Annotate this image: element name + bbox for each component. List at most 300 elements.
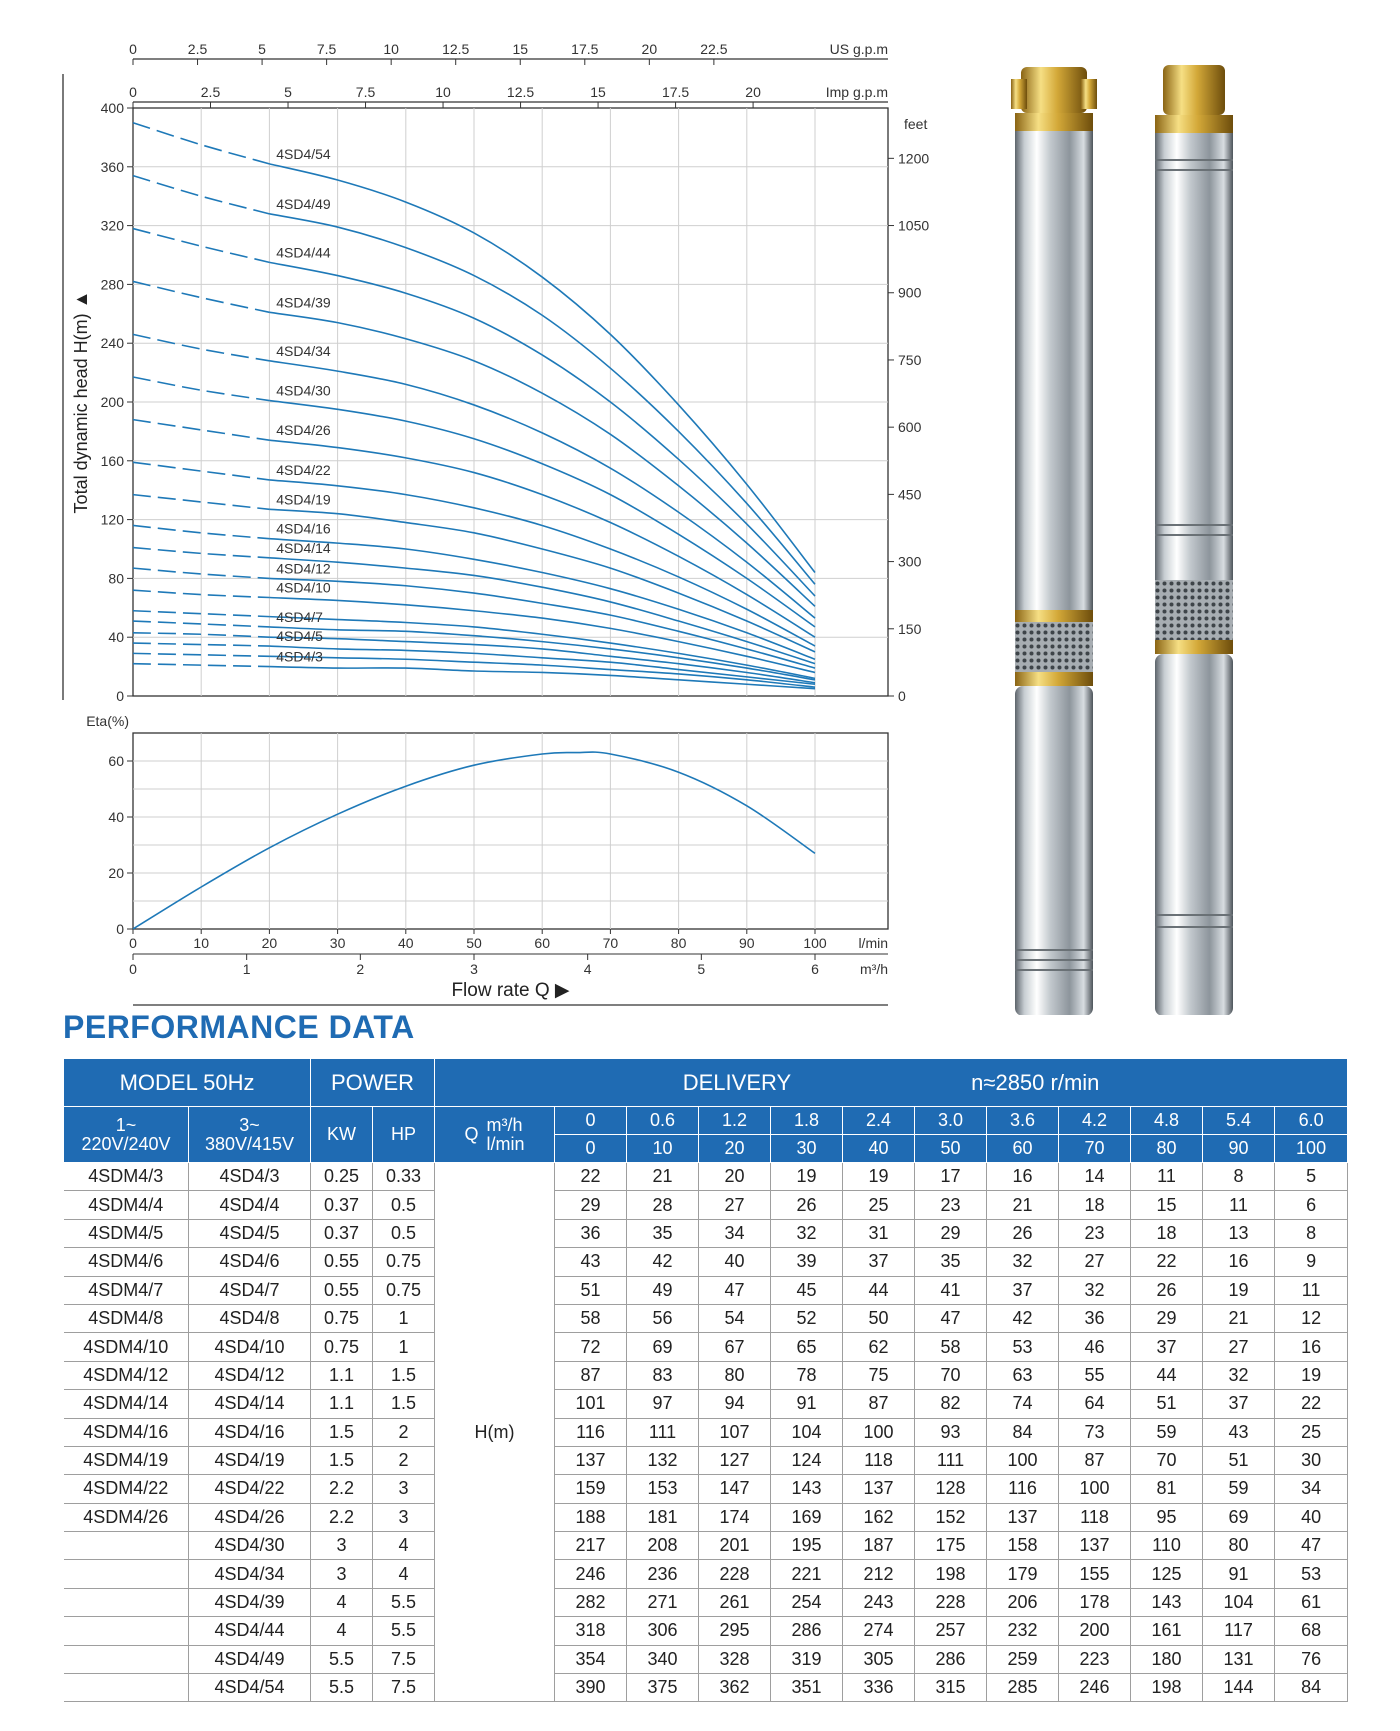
table-row	[64, 1475, 1348, 1503]
table-row	[64, 1276, 1348, 1304]
head-value: 87	[555, 1361, 627, 1389]
head-value: 29	[1131, 1304, 1203, 1332]
power-hp: 1.5	[373, 1361, 435, 1389]
right-tick-label: 300	[898, 553, 922, 570]
header-delivery-label: DELIVERY	[682, 1069, 792, 1095]
head-value: 34	[699, 1219, 771, 1247]
head-value: 44	[1131, 1361, 1203, 1389]
head-value: 351	[771, 1674, 843, 1702]
power-kw: 3	[311, 1560, 373, 1588]
head-value: 80	[1203, 1532, 1275, 1560]
table-row	[64, 1390, 1348, 1418]
model-single-phase	[64, 1560, 189, 1588]
head-value: 254	[771, 1588, 843, 1616]
q-m3h-3: 1.8	[771, 1107, 843, 1135]
power-kw: 0.37	[311, 1219, 373, 1247]
curve-label: 4SD4/12	[276, 560, 331, 577]
head-value: 87	[843, 1390, 915, 1418]
curve-label: 4SD4/5	[276, 628, 323, 645]
curve-label: 4SD4/16	[276, 520, 331, 537]
power-kw: 0.55	[311, 1276, 373, 1304]
curve-label: 4SD4/26	[276, 422, 331, 439]
head-value: 162	[843, 1503, 915, 1531]
head-value: 107	[699, 1418, 771, 1446]
model-three-phase: 4SD4/12	[189, 1361, 311, 1389]
head-value: 47	[699, 1276, 771, 1304]
header-single-phase: 1~ 220V/240V	[64, 1107, 189, 1163]
model-single-phase: 4SDM4/26	[64, 1503, 189, 1531]
head-value: 94	[699, 1390, 771, 1418]
head-value: 37	[987, 1276, 1059, 1304]
model-single-phase	[64, 1532, 189, 1560]
head-value: 318	[555, 1617, 627, 1645]
head-value: 81	[1131, 1475, 1203, 1503]
head-value: 208	[627, 1532, 699, 1560]
head-value: 212	[843, 1560, 915, 1588]
head-value: 137	[555, 1446, 627, 1474]
power-hp: 5.5	[373, 1588, 435, 1616]
model-single-phase: 4SDM4/22	[64, 1475, 189, 1503]
head-value: 282	[555, 1588, 627, 1616]
q-m3h-1: 0.6	[627, 1107, 699, 1135]
curve-label: 4SD4/14	[276, 539, 331, 556]
us-gpm-axis-tick-label: 10	[383, 41, 399, 57]
power-kw: 1.5	[311, 1418, 373, 1446]
head-value: 43	[555, 1248, 627, 1276]
head-value: 25	[1275, 1418, 1348, 1446]
power-hp: 0.33	[373, 1163, 435, 1191]
table-row	[64, 1361, 1348, 1389]
model-three-phase: 4SD4/19	[189, 1446, 311, 1474]
imp-gpm-axis-tick-label: 2.5	[200, 84, 221, 100]
head-value: 17	[915, 1163, 987, 1191]
head-value: 16	[1275, 1333, 1348, 1361]
head-value: 271	[627, 1588, 699, 1616]
head-value: 319	[771, 1645, 843, 1673]
power-hp: 0.75	[373, 1276, 435, 1304]
head-value: 143	[1131, 1588, 1203, 1616]
head-value: 59	[1131, 1418, 1203, 1446]
header-hp: HP	[373, 1107, 435, 1163]
imp-gpm-axis-tick-label: 0	[129, 84, 137, 100]
power-kw: 5.5	[311, 1674, 373, 1702]
head-value: 82	[915, 1390, 987, 1418]
model-three-phase: 4SD4/39	[189, 1588, 311, 1616]
head-value: 37	[843, 1248, 915, 1276]
model-single-phase	[64, 1674, 189, 1702]
model-three-phase: 4SD4/16	[189, 1418, 311, 1446]
head-value: 118	[1059, 1503, 1131, 1531]
head-value: 87	[1059, 1446, 1131, 1474]
header-q: Q m³/h l/min	[435, 1107, 555, 1163]
curve-label: 4SD4/39	[276, 294, 331, 311]
y-tick-label: 80	[108, 570, 124, 587]
us-gpm-axis-label: US g.p.m	[829, 41, 888, 57]
head-value: 104	[771, 1418, 843, 1446]
head-value: 259	[987, 1645, 1059, 1673]
head-value: 232	[987, 1617, 1059, 1645]
q-lmin-4: 40	[843, 1135, 915, 1163]
head-value: 131	[1203, 1645, 1275, 1673]
table-row	[64, 1191, 1348, 1219]
head-value: 8	[1203, 1163, 1275, 1191]
head-value: 5	[1275, 1163, 1348, 1191]
head-value: 198	[1131, 1674, 1203, 1702]
q-lmin-7: 70	[1059, 1135, 1131, 1163]
head-value: 125	[1131, 1560, 1203, 1588]
power-kw: 0.55	[311, 1248, 373, 1276]
head-value: 78	[771, 1361, 843, 1389]
right-tick-label: 0	[898, 688, 906, 704]
x-tick-label-lmin: 10	[193, 935, 209, 951]
head-value: 84	[1275, 1674, 1348, 1702]
curve-label: 4SD4/54	[276, 145, 331, 162]
head-value: 39	[771, 1248, 843, 1276]
head-value: 68	[1275, 1617, 1348, 1645]
power-kw: 0.25	[311, 1163, 373, 1191]
power-hp: 2	[373, 1418, 435, 1446]
q-lmin-2: 20	[699, 1135, 771, 1163]
q-lmin-9: 90	[1203, 1135, 1275, 1163]
model-single-phase: 4SDM4/16	[64, 1418, 189, 1446]
head-value: 100	[1059, 1475, 1131, 1503]
head-value: 13	[1203, 1219, 1275, 1247]
y-tick-label: 120	[100, 511, 124, 528]
model-three-phase: 4SD4/3	[189, 1163, 311, 1191]
head-value: 101	[555, 1390, 627, 1418]
model-single-phase: 4SDM4/7	[64, 1276, 189, 1304]
head-value: 111	[915, 1446, 987, 1474]
q-lmin-6: 60	[987, 1135, 1059, 1163]
head-value: 30	[1275, 1446, 1348, 1474]
head-value: 91	[771, 1390, 843, 1418]
head-value: 286	[771, 1617, 843, 1645]
imp-gpm-axis-tick-label: 20	[745, 84, 761, 100]
head-value: 153	[627, 1475, 699, 1503]
curve-label: 4SD4/7	[276, 608, 323, 625]
head-value: 246	[555, 1560, 627, 1588]
power-kw: 1.1	[311, 1390, 373, 1418]
head-value: 201	[699, 1532, 771, 1560]
x-tick-label-lmin: 100	[803, 935, 827, 951]
head-value: 19	[771, 1163, 843, 1191]
head-value: 72	[555, 1333, 627, 1361]
model-single-phase: 4SDM4/5	[64, 1219, 189, 1247]
head-value: 12	[1275, 1304, 1348, 1332]
x-tick-label-m3h: 0	[129, 961, 137, 977]
head-value: 23	[915, 1191, 987, 1219]
head-value: 111	[627, 1418, 699, 1446]
head-value: 246	[1059, 1674, 1131, 1702]
imp-gpm-axis-tick-label: 17.5	[661, 84, 690, 100]
model-single-phase: 4SDM4/19	[64, 1446, 189, 1474]
table-row	[64, 1248, 1348, 1276]
head-value: 198	[915, 1560, 987, 1588]
power-kw: 5.5	[311, 1645, 373, 1673]
x-tick-label-lmin: 50	[466, 935, 482, 951]
q-m3h-5: 3.0	[915, 1107, 987, 1135]
head-value: 69	[627, 1333, 699, 1361]
head-value: 228	[699, 1560, 771, 1588]
head-value: 285	[987, 1674, 1059, 1702]
head-value: 132	[627, 1446, 699, 1474]
curve-label: 4SD4/3	[276, 648, 323, 665]
head-value: 47	[915, 1304, 987, 1332]
head-value: 174	[699, 1503, 771, 1531]
model-three-phase: 4SD4/4	[189, 1191, 311, 1219]
power-hp: 0.75	[373, 1248, 435, 1276]
head-value: 217	[555, 1532, 627, 1560]
head-value: 159	[555, 1475, 627, 1503]
power-kw: 1.1	[311, 1361, 373, 1389]
right-tick-label: 150	[898, 620, 922, 637]
head-value: 56	[627, 1304, 699, 1332]
model-three-phase: 4SD4/54	[189, 1674, 311, 1702]
model-single-phase	[64, 1617, 189, 1645]
table-row	[64, 1333, 1348, 1361]
pump-left	[1011, 67, 1097, 1015]
right-tick-label: 1050	[898, 217, 930, 234]
head-value: 152	[915, 1503, 987, 1531]
imp-gpm-axis-tick-label: 12.5	[506, 84, 535, 100]
head-value: 32	[987, 1248, 1059, 1276]
head-value: 257	[915, 1617, 987, 1645]
head-value: 75	[843, 1361, 915, 1389]
head-value: 27	[699, 1191, 771, 1219]
us-gpm-axis-tick-label: 7.5	[316, 41, 337, 57]
head-value: 22	[1131, 1248, 1203, 1276]
header-power: POWER	[311, 1059, 435, 1107]
head-value: 375	[627, 1674, 699, 1702]
us-gpm-axis-tick-label: 12.5	[442, 41, 470, 57]
head-value: 21	[1203, 1304, 1275, 1332]
x-tick-label-lmin: 0	[129, 935, 137, 951]
head-value: 83	[627, 1361, 699, 1389]
power-hp: 5.5	[373, 1617, 435, 1645]
power-hp: 4	[373, 1560, 435, 1588]
imp-gpm-axis-tick-label: 5	[284, 84, 292, 100]
head-value: 179	[987, 1560, 1059, 1588]
model-three-phase: 4SD4/7	[189, 1276, 311, 1304]
model-three-phase: 4SD4/49	[189, 1645, 311, 1673]
x-tick-label-m3h: 3	[470, 961, 478, 977]
head-value: 144	[1203, 1674, 1275, 1702]
us-gpm-axis-tick-label: 15	[512, 41, 529, 57]
head-value: 305	[843, 1645, 915, 1673]
head-value: 14	[1059, 1163, 1131, 1191]
head-value: 19	[1203, 1276, 1275, 1304]
head-value: 19	[843, 1163, 915, 1191]
head-value: 286	[915, 1645, 987, 1673]
right-tick-label: 1200	[898, 150, 930, 167]
head-value: 29	[555, 1191, 627, 1219]
curve-label: 4SD4/22	[276, 461, 331, 478]
head-value: 118	[843, 1446, 915, 1474]
power-kw: 4	[311, 1617, 373, 1645]
table-row	[64, 1503, 1348, 1531]
head-value: 11	[1131, 1163, 1203, 1191]
y-tick-label: 360	[100, 158, 124, 175]
head-value: 155	[1059, 1560, 1131, 1588]
model-single-phase	[64, 1645, 189, 1673]
head-value: 51	[1131, 1390, 1203, 1418]
imp-gpm-axis-tick-label: 7.5	[355, 84, 376, 100]
head-value: 35	[627, 1219, 699, 1247]
table-row	[64, 1645, 1348, 1673]
head-value: 16	[987, 1163, 1059, 1191]
head-value: 110	[1131, 1532, 1203, 1560]
head-value: 76	[1275, 1645, 1348, 1673]
head-value: 354	[555, 1645, 627, 1673]
power-hp: 7.5	[373, 1674, 435, 1702]
head-value: 117	[1203, 1617, 1275, 1645]
imp-gpm-axis-tick-label: 15	[590, 84, 606, 100]
x-tick-label-m3h: 1	[242, 961, 251, 977]
x-tick-label-m3h: 2	[356, 961, 365, 977]
model-single-phase: 4SDM4/8	[64, 1304, 189, 1332]
head-value: 390	[555, 1674, 627, 1702]
eta-y-tick-label: 0	[116, 921, 124, 937]
power-kw: 4	[311, 1588, 373, 1616]
head-value: 15	[1131, 1191, 1203, 1219]
head-value: 18	[1059, 1191, 1131, 1219]
curve-label: 4SD4/30	[276, 382, 331, 399]
model-three-phase: 4SD4/14	[189, 1390, 311, 1418]
model-single-phase: 4SDM4/6	[64, 1248, 189, 1276]
power-hp: 1.5	[373, 1390, 435, 1418]
eta-plot-frame	[133, 733, 888, 929]
head-value: 11	[1275, 1276, 1348, 1304]
us-gpm-axis-tick-label: 0	[129, 41, 137, 57]
head-value: 100	[843, 1418, 915, 1446]
head-value: 65	[771, 1333, 843, 1361]
x-unit-m3h: m³/h	[860, 961, 888, 977]
head-value: 6	[1275, 1191, 1348, 1219]
model-three-phase: 4SD4/30	[189, 1532, 311, 1560]
head-value: 37	[1131, 1333, 1203, 1361]
x-tick-label-lmin: 80	[670, 935, 687, 951]
table-row	[64, 1446, 1348, 1474]
power-kw: 2.2	[311, 1475, 373, 1503]
head-value: 91	[1203, 1560, 1275, 1588]
head-value: 104	[1203, 1588, 1275, 1616]
head-value: 195	[771, 1532, 843, 1560]
head-value: 243	[843, 1588, 915, 1616]
head-value: 41	[915, 1276, 987, 1304]
head-value: 62	[843, 1333, 915, 1361]
head-value: 22	[1275, 1390, 1348, 1418]
head-value: 95	[1131, 1503, 1203, 1531]
head-value: 52	[771, 1304, 843, 1332]
model-three-phase: 4SD4/6	[189, 1248, 311, 1276]
head-value: 223	[1059, 1645, 1131, 1673]
head-value: 43	[1203, 1418, 1275, 1446]
power-kw: 0.37	[311, 1191, 373, 1219]
eta-y-tick-label: 60	[108, 753, 124, 769]
x-tick-label-m3h: 4	[583, 961, 592, 977]
head-value: 169	[771, 1503, 843, 1531]
head-value: 315	[915, 1674, 987, 1702]
curve-label: 4SD4/19	[276, 491, 331, 508]
x-tick-label-lmin: 60	[534, 935, 550, 951]
x-tick-label-lmin: 70	[602, 935, 619, 951]
head-value: 51	[555, 1276, 627, 1304]
head-value: 58	[555, 1304, 627, 1332]
head-value: 36	[555, 1219, 627, 1247]
x-tick-label-lmin: 40	[398, 935, 414, 951]
head-value: 34	[1275, 1475, 1348, 1503]
head-value: 116	[987, 1475, 1059, 1503]
head-value: 42	[987, 1304, 1059, 1332]
eta-y-tick-label: 40	[108, 809, 124, 825]
head-value: 70	[1131, 1446, 1203, 1474]
head-value: 328	[699, 1645, 771, 1673]
y-tick-label: 240	[100, 335, 124, 352]
q-lmin-1: 10	[627, 1135, 699, 1163]
head-value: 306	[627, 1617, 699, 1645]
head-value: 49	[627, 1276, 699, 1304]
header-kw: KW	[311, 1107, 373, 1163]
head-value: 69	[1203, 1503, 1275, 1531]
head-value: 100	[987, 1446, 1059, 1474]
table-row	[64, 1560, 1348, 1588]
head-value: 42	[627, 1248, 699, 1276]
x-tick-label-lmin: 90	[739, 935, 755, 951]
q-lmin-5: 50	[915, 1135, 987, 1163]
table-row	[64, 1219, 1348, 1247]
header-model: MODEL 50Hz	[64, 1059, 311, 1107]
head-value: 32	[1203, 1361, 1275, 1389]
head-value: 161	[1131, 1617, 1203, 1645]
imp-gpm-axis-label: Imp g.p.m	[825, 84, 888, 100]
table-row	[64, 1418, 1348, 1446]
right-tick-label: 600	[898, 419, 922, 436]
head-value: 70	[915, 1361, 987, 1389]
power-hp: 3	[373, 1503, 435, 1531]
head-value: 26	[771, 1191, 843, 1219]
head-value: 40	[1275, 1503, 1348, 1531]
head-value: 22	[555, 1163, 627, 1191]
head-value: 116	[555, 1418, 627, 1446]
head-value: 93	[915, 1418, 987, 1446]
head-value: 20	[699, 1163, 771, 1191]
head-value: 27	[1059, 1248, 1131, 1276]
curve-label: 4SD4/44	[276, 244, 331, 261]
y-tick-label: 400	[100, 100, 124, 116]
model-three-phase: 4SD4/10	[189, 1333, 311, 1361]
y-tick-label: 320	[100, 217, 124, 234]
right-tick-label: 450	[898, 486, 922, 503]
y-axis-label: Total dynamic head H(m) ▲	[71, 290, 91, 514]
head-value: 137	[1059, 1532, 1131, 1560]
head-value: 51	[1203, 1446, 1275, 1474]
head-value: 221	[771, 1560, 843, 1588]
head-value: 158	[987, 1532, 1059, 1560]
pump-right	[1155, 65, 1233, 1015]
us-gpm-axis-tick-label: 2.5	[187, 41, 208, 57]
head-value: 47	[1275, 1532, 1348, 1560]
header-speed: n≈2850 r/min	[971, 1069, 1100, 1095]
q-m3h-10: 6.0	[1275, 1107, 1348, 1135]
imp-gpm-axis-tick-label: 10	[435, 84, 451, 100]
power-kw: 0.75	[311, 1333, 373, 1361]
model-single-phase	[64, 1588, 189, 1616]
x-tick-label-lmin: 30	[329, 935, 346, 951]
curve-label: 4SD4/49	[276, 195, 331, 212]
head-value: 362	[699, 1674, 771, 1702]
q-m3h-0: 0	[555, 1107, 627, 1135]
q-lmin-3: 30	[771, 1135, 843, 1163]
